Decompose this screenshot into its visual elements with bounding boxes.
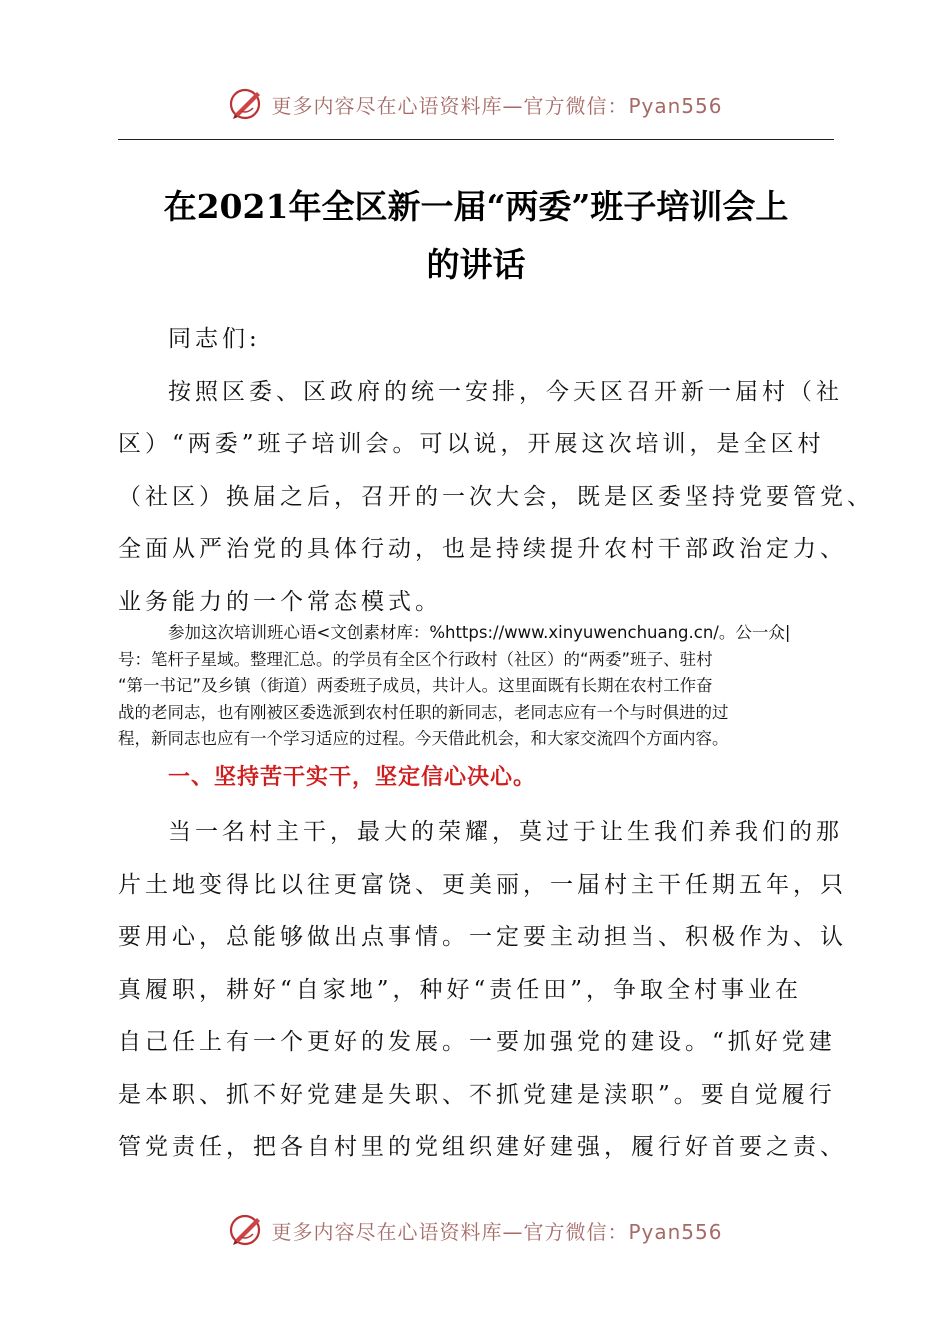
paragraph-3 [118,806,847,1174]
para2-line: 号：笔杆子星域。整理汇总。的学员有全区个行政村（社区）的“两委”班子、驻村 [118,649,713,669]
header-banner-text: 更多内容尽在心语资料库—官方微信：Pyan556 [271,93,723,118]
para3-line: 自己任上有一个更好的发展。一要加强党的建设。“抓好党建 [118,1029,836,1055]
footer-banner-text: 更多内容尽在心语资料库—官方微信：Pyan556 [271,1219,723,1244]
para1-line: 区）“两委”班子培训会。可以说，开展这次培训，是全区村 [118,431,825,457]
paragraph-1 [118,313,874,628]
para3-line: 是本职、抓不好党建是失职、不抓党建是渎职”。要自觉履行 [118,1081,836,1108]
para3-line: 要用心，总能够做出点事情。一定要主动担当、积极作为、认 [118,924,847,950]
header-divider [118,139,834,140]
para3-line: 真履职，耕好“自家地”，种好“责任田”，争取全村事业在 [118,976,803,1003]
para3-line: 管党责任，把各自村里的党组织建好建强，履行好首要之责、 [118,1134,847,1160]
pen-circle-icon [227,1210,267,1250]
pen-circle-icon [227,84,267,124]
para3-line: 当一名村主干，最大的荣耀，莫过于让生我们养我们的那 [168,819,843,845]
para1-line: （社区）换届之后，召开的一次大会，既是区委坚持党要管党、 [118,483,874,510]
title-line-1: 在2021年全区新一届“两委”班子培训会上 [163,187,789,226]
para2-line: 参加这次培训班心语<文创素材库：%https://www.xinyuwenchuang.cn/。公一众| [168,623,791,642]
document-title [118,178,834,294]
title-line-2: 的讲话 [426,245,526,284]
header-banner [0,82,950,126]
para2-line: 程，新同志也应有一个学习适应的过程。今天借此机会，和大家交流四个方面内容。 [118,729,729,748]
paragraph-2 [118,620,834,753]
para2-line: “第一书记”及乡镇（街道）两委班子成员，共计人。这里面既有长期在农村工作奋 [118,676,713,695]
greeting: 同志们: [168,326,261,352]
para1-line: 按照区委、区政府的统一安排，今天区召开新一届村（社 [168,378,843,405]
para2-line: 战的老同志，也有刚被区委选派到农村任职的新同志，老同志应有一个与时俱进的过 [118,702,729,722]
section-1-heading: 一、坚持苦干实干，坚定信心决心。 [168,765,537,790]
para3-line: 片土地变得比以往更富饶、更美丽，一届村主干任期五年，只 [118,871,847,898]
footer-banner [0,1208,950,1252]
para1-line: 全面从严治党的具体行动，也是持续提升农村干部政治定力、 [118,536,847,562]
para1-line: 业务能力的一个常态模式。 [118,588,442,615]
